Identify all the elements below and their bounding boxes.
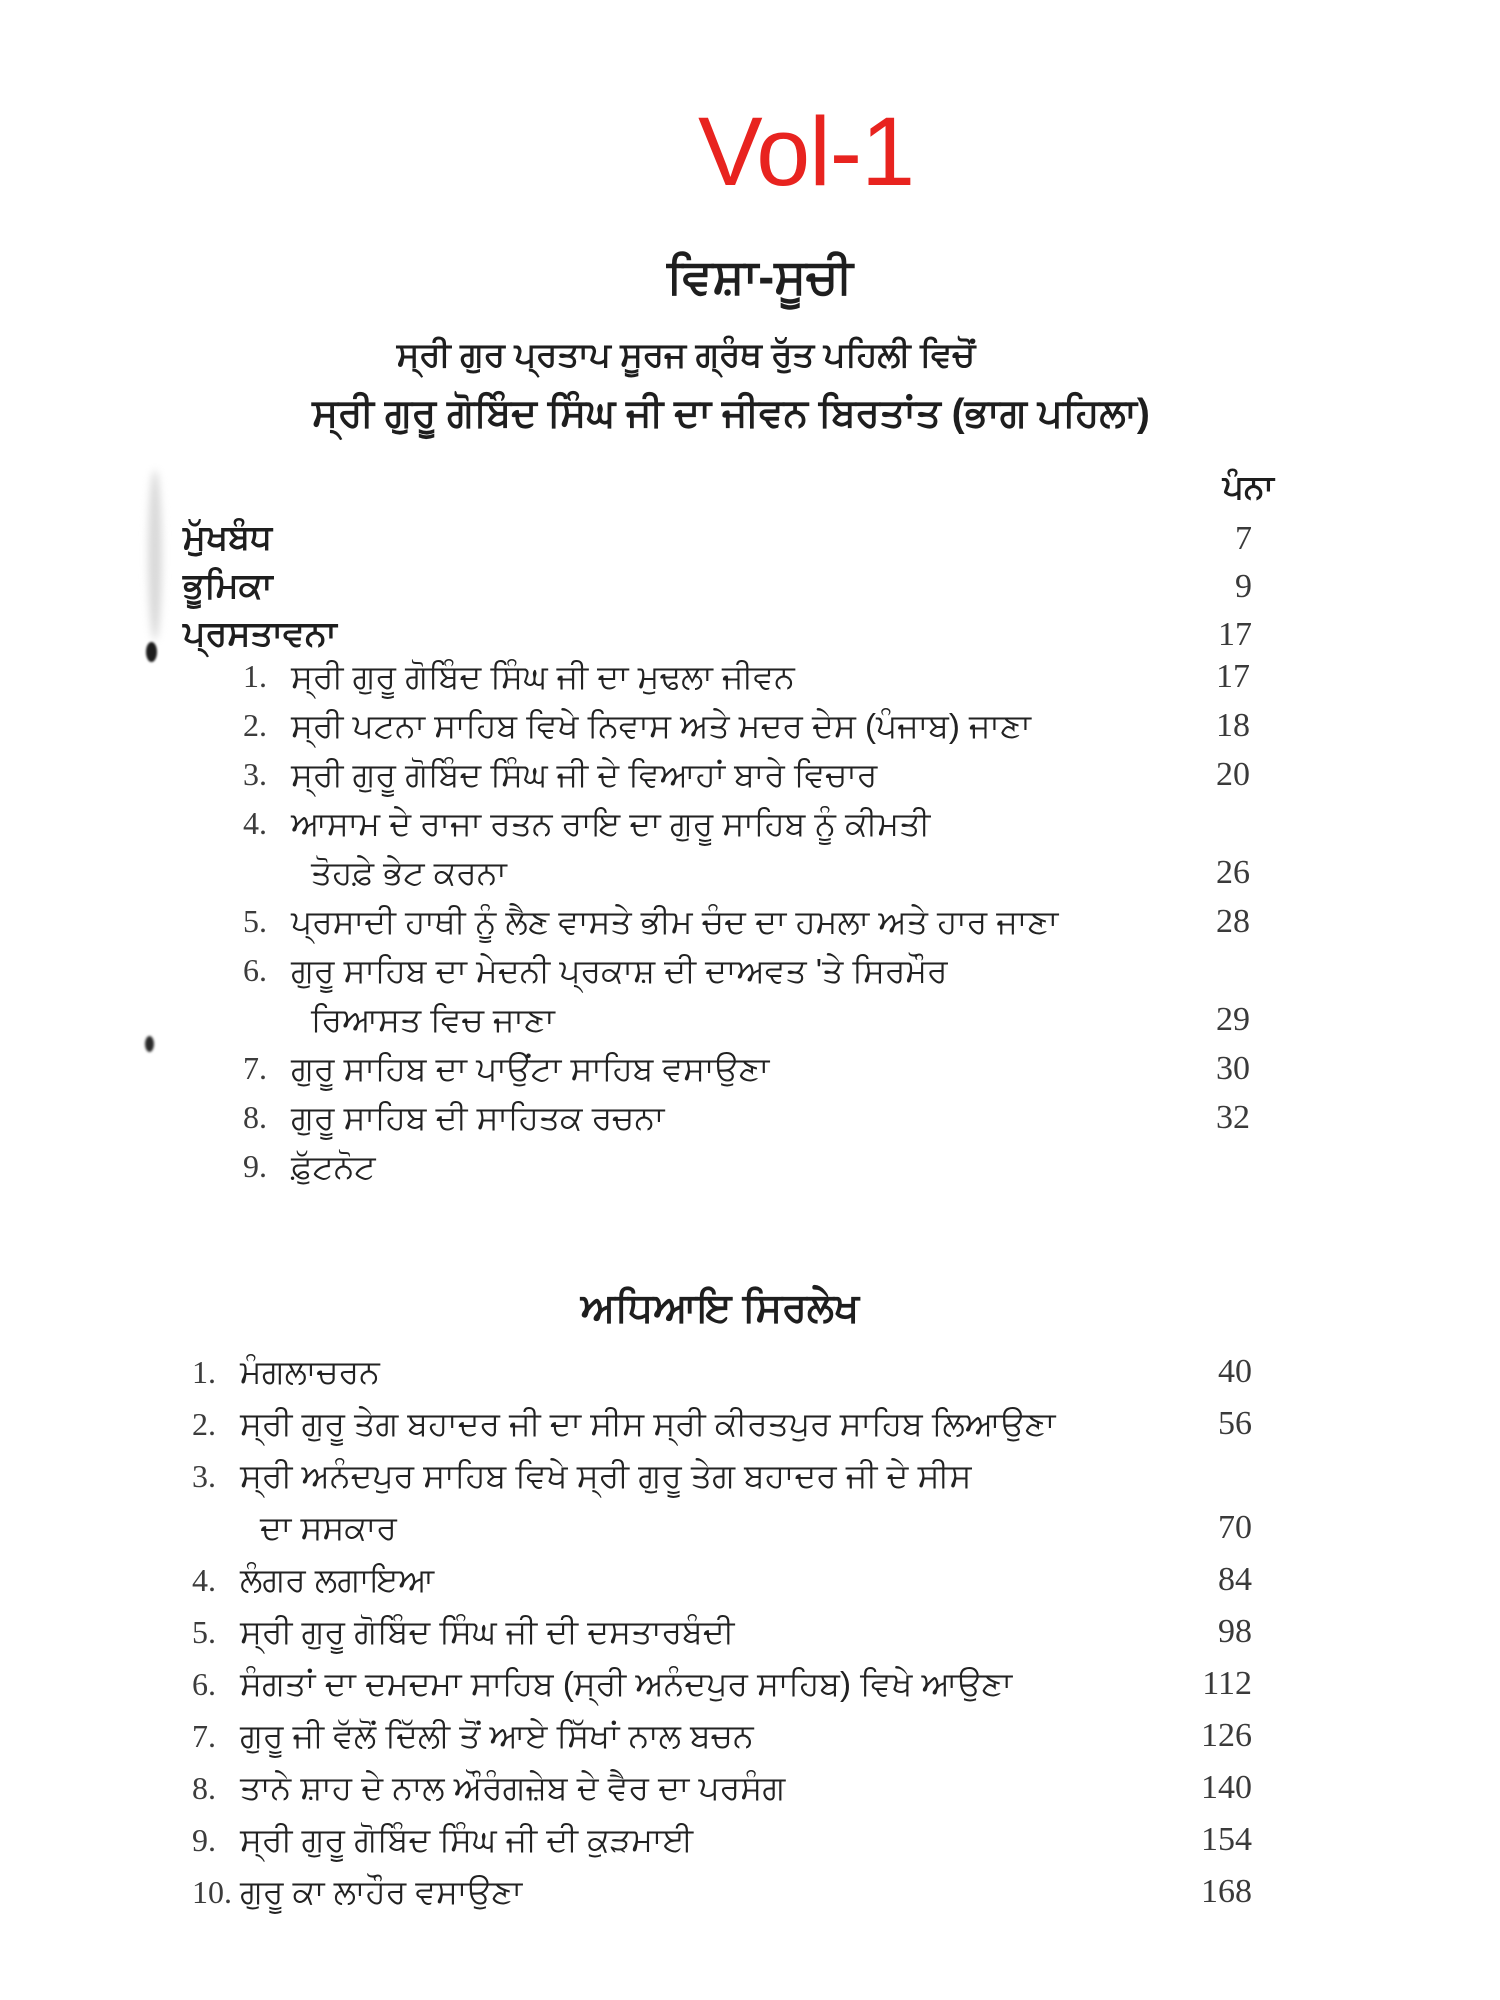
front-matter-row	[183, 566, 1252, 614]
chapters-toc-list	[0, 1346, 1500, 1918]
subtitle-source-line: ਸ੍ਰੀ ਗੁਰ ਪ੍ਰਤਾਪ ਸੂਰਜ ਗ੍ਰੰਥ ਰੁੱਤ ਪਹਿਲੀ ਵਿਚੋਂ	[396, 336, 976, 374]
toc-item	[192, 1814, 1252, 1866]
page-number: 26	[1216, 854, 1250, 891]
toc-item-line: ਪ੍ਰਸਾਦੀ ਹਾਥੀ ਨੂੰ ਲੈਣ ਵਾਸਤੇ ਭੀਮ ਚੰਦ ਦਾ ਹਮਲਾ ਅਤੇ ਹਾਰ ਜਾਣਾ	[291, 903, 1059, 940]
toc-item-line: ਸ੍ਰੀ ਗੁਰੂ ਗੋਬਿੰਦ ਸਿੰਘ ਜੀ ਦਾ ਮੁਢਲਾ ਜੀਵਨ	[291, 658, 795, 695]
page-number: 28	[1216, 903, 1250, 940]
toc-item-line: ਸ੍ਰੀ ਪਟਨਾ ਸਾਹਿਬ ਵਿਖੇ ਨਿਵਾਸ ਅਤੇ ਮਦਰ ਦੇਸ (ਪੰਜਾਬ) ਜਾਣਾ	[291, 707, 1031, 744]
front-matter-label: ਮੁੱਖਬੰਧ	[183, 518, 273, 557]
toc-item-number: 8.	[192, 1770, 216, 1806]
page-number: 84	[1218, 1561, 1252, 1598]
toc-item-line: ਦਾ ਸਸਕਾਰ	[260, 1509, 397, 1546]
toc-item-line: ਮੰਗਲਾਚਰਨ	[240, 1353, 380, 1390]
toc-item-title	[291, 1093, 1154, 1142]
page-number: 29	[1216, 1001, 1250, 1038]
page-number: 18	[1216, 707, 1250, 744]
toc-item-number: 8.	[243, 1099, 267, 1135]
page-number: 168	[1201, 1873, 1252, 1910]
toc-item	[192, 1710, 1252, 1762]
toc-item-number: 2.	[243, 707, 267, 743]
toc-item	[243, 1093, 1250, 1142]
toc-item-line: ਸ੍ਰੀ ਗੁਰੂ ਗੋਬਿੰਦ ਸਿੰਘ ਜੀ ਦੇ ਵਿਆਹਾਂ ਬਾਰੇ ਵਿਚਾਰ	[291, 756, 878, 793]
toc-item-title	[291, 1142, 1154, 1191]
chapter-section-heading: ਅਧਿਆਇ ਸਿਰਲੇਖ	[580, 1286, 860, 1330]
page-number: 154	[1201, 1821, 1252, 1858]
toc-item-number: 6.	[192, 1666, 216, 1702]
page-number: 140	[1201, 1769, 1252, 1806]
toc-item-number: 4.	[192, 1562, 216, 1598]
page-number: 98	[1218, 1613, 1252, 1650]
toc-item-line: ਗੁਰੂ ਜੀ ਵੱਲੋਂ ਦਿੱਲੀ ਤੋਂ ਆਏ ਸਿੱਖਾਂ ਨਾਲ ਬਚਨ	[240, 1717, 754, 1754]
toc-item-line: ਗੁਰੂ ਕਾ ਲਾਹੌਰ ਵਸਾਉਣਾ	[240, 1873, 523, 1910]
toc-item-number: 2.	[192, 1406, 216, 1442]
page-number: 126	[1201, 1717, 1252, 1754]
toc-item-title	[240, 1398, 1156, 1450]
toc-item-line: ਤੋਹਫ਼ੇ ਭੇਟ ਕਰਨਾ	[311, 854, 507, 891]
toc-item-line: ਗੁਰੂ ਸਾਹਿਬ ਦਾ ਮੇਦਨੀ ਪ੍ਰਕਾਸ਼ ਦੀ ਦਾਅਵਤ 'ਤੇ ਸਿਰਮੌਰ	[291, 952, 948, 989]
toc-item-number: 3.	[243, 756, 267, 792]
toc-item-title	[240, 1814, 1156, 1866]
page-number: 30	[1216, 1050, 1250, 1087]
scan-artifact	[145, 1036, 154, 1052]
page-number: 20	[1216, 756, 1250, 793]
toc-item-line: ਆਸਾਮ ਦੇ ਰਾਜਾ ਰਤਨ ਰਾਇ ਦਾ ਗੁਰੂ ਸਾਹਿਬ ਨੂੰ ਕੀਮਤੀ	[291, 805, 931, 842]
page-number: 17	[1218, 616, 1252, 653]
toc-item-line: ਰਿਆਸਤ ਵਿਚ ਜਾਣਾ	[311, 1001, 555, 1038]
toc-item	[243, 1142, 1250, 1191]
toc-item	[192, 1762, 1252, 1814]
page-number: 17	[1216, 658, 1250, 695]
toc-item-title	[240, 1554, 1156, 1606]
toc-item-title	[240, 1762, 1156, 1814]
toc-item-number: 1.	[192, 1354, 216, 1390]
toc-item-title	[240, 1450, 1156, 1554]
toc-item-number: 7.	[243, 1050, 267, 1086]
toc-item-title	[291, 750, 1154, 799]
toc-item	[243, 1044, 1250, 1093]
introduction-toc-list	[0, 652, 1500, 1191]
front-matter-label: ਪ੍ਰਸਤਾਵਨਾ	[183, 614, 337, 653]
toc-item-number: 5.	[192, 1614, 216, 1650]
toc-item-title	[240, 1866, 1156, 1918]
front-matter-list	[0, 518, 1500, 662]
toc-item-title	[291, 701, 1154, 750]
toc-item-title	[240, 1606, 1156, 1658]
toc-item	[192, 1866, 1252, 1918]
page-title: ਵਿਸ਼ਾ-ਸੂਚੀ	[667, 251, 853, 304]
page-number: 40	[1218, 1353, 1252, 1390]
toc-item-number: 5.	[243, 903, 267, 939]
toc-item-number: 9.	[243, 1148, 267, 1184]
toc-item-title	[291, 946, 1154, 1044]
toc-item-number: 9.	[192, 1822, 216, 1858]
toc-item-number: 1.	[243, 658, 267, 694]
toc-item	[243, 897, 1250, 946]
toc-item-line: ਫ਼ੁੱਟਨੋਟ	[291, 1148, 376, 1185]
page-number: 70	[1218, 1509, 1252, 1546]
toc-item	[192, 1346, 1252, 1398]
toc-item	[243, 652, 1250, 701]
front-matter-row	[183, 518, 1252, 566]
toc-item	[243, 701, 1250, 750]
volume-label: Vol-1	[697, 97, 915, 206]
toc-item	[243, 799, 1250, 897]
toc-item	[243, 750, 1250, 799]
subtitle-biography-line: ਸ੍ਰੀ ਗੁਰੂ ਗੋਬਿੰਦ ਸਿੰਘ ਜੀ ਦਾ ਜੀਵਨ ਬਿਰਤਾਂਤ (ਭਾਗ ਪਹਿਲਾ)	[312, 392, 1150, 435]
page-column-header: ਪੰਨਾ	[1222, 468, 1274, 505]
toc-item-title	[240, 1710, 1156, 1762]
toc-item-title	[291, 799, 1154, 897]
toc-item-line: ਗੁਰੂ ਸਾਹਿਬ ਦਾ ਪਾਉਂਟਾ ਸਾਹਿਬ ਵਸਾਉਣਾ	[291, 1050, 770, 1087]
toc-item-line: ਸ੍ਰੀ ਗੁਰੂ ਤੇਗ ਬਹਾਦਰ ਜੀ ਦਾ ਸੀਸ ਸ੍ਰੀ ਕੀਰਤਪੁਰ ਸਾਹਿਬ ਲਿਆਉਣਾ	[240, 1405, 1056, 1442]
toc-item-title	[240, 1346, 1156, 1398]
toc-item-number: 6.	[243, 952, 267, 988]
toc-item	[192, 1398, 1252, 1450]
toc-item-line: ਸ੍ਰੀ ਗੁਰੂ ਗੋਬਿੰਦ ਸਿੰਘ ਜੀ ਦੀ ਕੁੜਮਾਈ	[240, 1821, 694, 1858]
page-number: 9	[1235, 568, 1252, 605]
scan-artifact	[148, 470, 162, 640]
toc-item-line: ਤਾਨੇ ਸ਼ਾਹ ਦੇ ਨਾਲ ਔਰੰਗਜ਼ੇਬ ਦੇ ਵੈਰ ਦਾ ਪਰਸੰਗ	[240, 1769, 786, 1806]
toc-item-title	[240, 1658, 1156, 1710]
toc-item-line: ਸੰਗਤਾਂ ਦਾ ਦਮਦਮਾ ਸਾਹਿਬ (ਸ੍ਰੀ ਅਨੰਦਪੁਰ ਸਾਹਿਬ) ਵਿਖੇ ਆਉਣਾ	[240, 1665, 1013, 1702]
toc-item-line: ਗੁਰੂ ਸਾਹਿਬ ਦੀ ਸਾਹਿਤਕ ਰਚਨਾ	[291, 1099, 665, 1136]
toc-item	[192, 1658, 1252, 1710]
toc-item-title	[291, 1044, 1154, 1093]
toc-item-number: 7.	[192, 1718, 216, 1754]
toc-item-number: 3.	[192, 1458, 216, 1494]
page-number: 7	[1235, 520, 1252, 557]
toc-item-line: ਸ੍ਰੀ ਅਨੰਦਪੁਰ ਸਾਹਿਬ ਵਿਖੇ ਸ੍ਰੀ ਗੁਰੂ ਤੇਗ ਬਹਾਦਰ ਜੀ ਦੇ ਸੀਸ	[240, 1457, 972, 1494]
toc-item	[192, 1554, 1252, 1606]
page-number: 56	[1218, 1405, 1252, 1442]
toc-item-number: 10.	[192, 1874, 232, 1910]
toc-item	[192, 1606, 1252, 1658]
page-number: 32	[1216, 1099, 1250, 1136]
toc-item-number: 4.	[243, 805, 267, 841]
page-number: 112	[1202, 1665, 1252, 1702]
toc-item-line: ਲੰਗਰ ਲਗਾਇਆ	[240, 1561, 435, 1598]
front-matter-label: ਭੂਮਿਕਾ	[183, 566, 273, 605]
toc-item-title	[291, 652, 1154, 701]
toc-item-title	[291, 897, 1154, 946]
toc-item	[243, 946, 1250, 1044]
toc-item	[192, 1450, 1252, 1554]
toc-item-line: ਸ੍ਰੀ ਗੁਰੂ ਗੋਬਿੰਦ ਸਿੰਘ ਜੀ ਦੀ ਦਸਤਾਰਬੰਦੀ	[240, 1613, 735, 1650]
scan-artifact	[146, 642, 157, 662]
